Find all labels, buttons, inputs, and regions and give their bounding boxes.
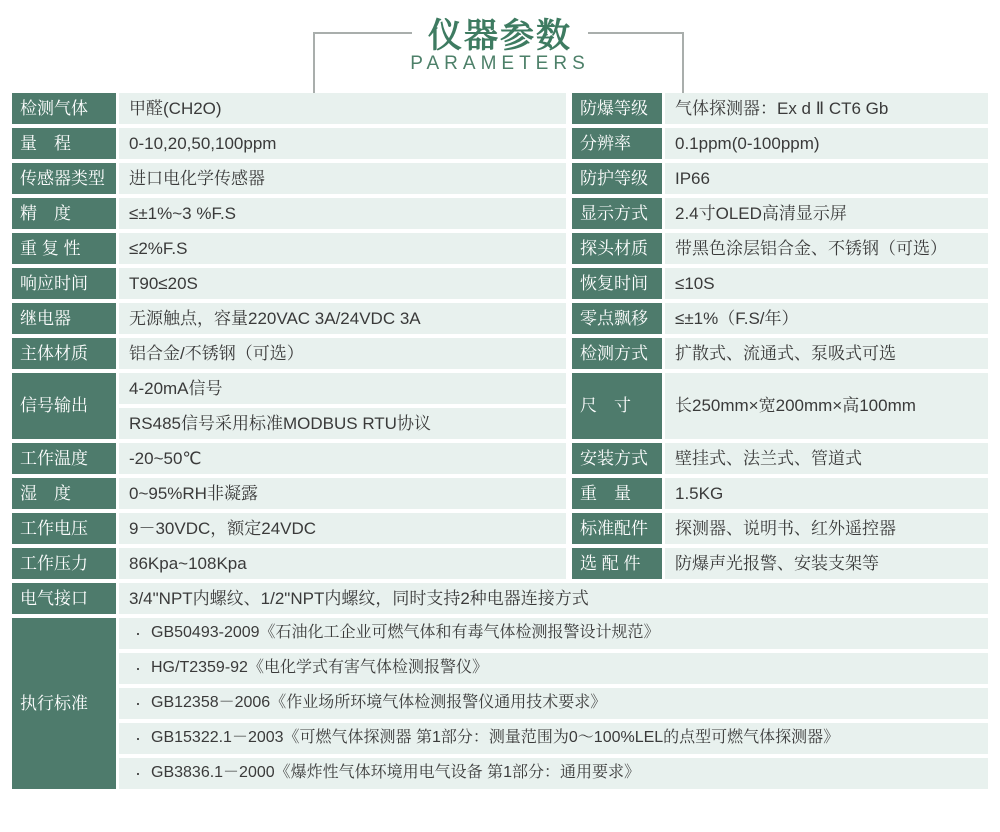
- spec-label: 工作温度: [12, 443, 116, 474]
- standards-item-text: GB12358－2006《作业场所环境气体检测报警仪通用技术要求》: [151, 694, 607, 712]
- spec-value: 0.1ppm(0-100ppm): [665, 128, 988, 159]
- spec-label: 检测方式: [572, 338, 662, 369]
- table-row: [12, 198, 988, 229]
- page-subtitle: PARAMETERS: [410, 53, 590, 74]
- table-row: [12, 548, 988, 579]
- spec-label: 探头材质: [572, 233, 662, 264]
- spec-value: 进口电化学传感器: [119, 163, 566, 194]
- title-bracket-right-line: [682, 32, 684, 93]
- table-row: [12, 163, 988, 194]
- spec-label: 分辨率: [572, 128, 662, 159]
- spec-value: ≤10S: [665, 268, 988, 299]
- spec-value: 扩散式、流通式、泵吸式可选: [665, 338, 988, 369]
- spec-label: 信号输出: [12, 373, 116, 439]
- spec-value: IP66: [665, 163, 988, 194]
- table-row: [12, 338, 988, 369]
- spec-label: 重 复 性: [12, 233, 116, 264]
- spec-label: 湿 度: [12, 478, 116, 509]
- standards-item: [119, 653, 988, 684]
- spec-value: 2.4寸OLED高清显示屏: [665, 198, 988, 229]
- standards-item-text: GB50493-2009《石油化工企业可燃气体和有毒气体检测报警设计规范》: [151, 624, 660, 642]
- spec-value: 无源触点，容量220VAC 3A/24VDC 3A: [119, 303, 566, 334]
- table-row: [12, 93, 988, 124]
- spec-value: 防爆声光报警、安装支架等: [665, 548, 988, 579]
- spec-label: 继电器: [12, 303, 116, 334]
- spec-label: 防护等级: [572, 163, 662, 194]
- bullet-icon: ·: [135, 763, 141, 784]
- spec-value: 探测器、说明书、红外遥控器: [665, 513, 988, 544]
- page-title: 仪器参数: [412, 8, 588, 57]
- spec-value: 带黑色涂层铝合金、不锈钢（可选）: [665, 233, 988, 264]
- spec-value: -20~50℃: [119, 443, 566, 474]
- standards-item-text: GB3836.1－2000《爆炸性气体环境用电气设备 第1部分：通用要求》: [151, 764, 640, 782]
- spec-value: 气体探测器：Ex d Ⅱ CT6 Gb: [665, 93, 988, 124]
- spec-value: 1.5KG: [665, 478, 988, 509]
- title-bracket-left-line: [313, 32, 315, 93]
- spec-value: RS485信号采用标准MODBUS RTU协议: [119, 408, 566, 439]
- spec-value: 甲醛(CH2O): [119, 93, 566, 124]
- spec-label: 主体材质: [12, 338, 116, 369]
- spec-value: 86Kpa~108Kpa: [119, 548, 566, 579]
- spec-label: 执行标准: [12, 618, 116, 789]
- spec-label: 电气接口: [12, 583, 116, 614]
- table-row-electrical-interface: [12, 583, 988, 614]
- spec-value: T90≤20S: [119, 268, 566, 299]
- spec-table: [12, 93, 988, 789]
- spec-label: 检测气体: [12, 93, 116, 124]
- table-row: [12, 303, 988, 334]
- spec-value: ≤±1%（F.S/年）: [665, 303, 988, 334]
- spec-label: 安装方式: [572, 443, 662, 474]
- spec-label: 尺 寸: [572, 373, 662, 439]
- spec-value: 铝合金/不锈钢（可选）: [119, 338, 566, 369]
- bullet-icon: ·: [135, 658, 141, 679]
- bullet-icon: ·: [135, 693, 141, 714]
- spec-label: 防爆等级: [572, 93, 662, 124]
- spec-label: 选 配 件: [572, 548, 662, 579]
- spec-label: 零点飘移: [572, 303, 662, 334]
- standards-item: [119, 618, 988, 649]
- bullet-icon: ·: [135, 728, 141, 749]
- spec-label: 标准配件: [572, 513, 662, 544]
- spec-label: 响应时间: [12, 268, 116, 299]
- spec-label: 工作压力: [12, 548, 116, 579]
- spec-value: 0-10,20,50,100ppm: [119, 128, 566, 159]
- table-row: [12, 268, 988, 299]
- spec-value: ≤2%F.S: [119, 233, 566, 264]
- spec-label: 显示方式: [572, 198, 662, 229]
- standards-item-text: GB15322.1－2003《可燃气体探测器 第1部分：测量范围为0～100%LEL的点型可燃气体探测器》: [151, 729, 840, 747]
- table-row: [12, 233, 988, 264]
- standards-item: [119, 723, 988, 754]
- table-row-standards: [12, 618, 988, 789]
- header: [0, 0, 1000, 93]
- table-row-signal-output: [12, 373, 988, 439]
- spec-label: 重 量: [572, 478, 662, 509]
- spec-label: 工作电压: [12, 513, 116, 544]
- spec-label: 量 程: [12, 128, 116, 159]
- spec-label: 传感器类型: [12, 163, 116, 194]
- standards-item: [119, 758, 988, 789]
- spec-value: 9－30VDC，额定24VDC: [119, 513, 566, 544]
- spec-value: ≤±1%~3 %F.S: [119, 198, 566, 229]
- spec-value: 4-20mA信号: [119, 373, 566, 404]
- table-row: [12, 443, 988, 474]
- bullet-icon: ·: [135, 623, 141, 644]
- standards-item: [119, 688, 988, 719]
- standards-item-text: HG/T2359-92《电化学式有害气体检测报警仪》: [151, 659, 488, 677]
- table-row: [12, 128, 988, 159]
- spec-value: 长250mm×宽200mm×高100mm: [665, 373, 988, 439]
- table-row: [12, 513, 988, 544]
- spec-label: 恢复时间: [572, 268, 662, 299]
- standards-list: [119, 618, 988, 789]
- spec-value: 壁挂式、法兰式、管道式: [665, 443, 988, 474]
- table-row: [12, 478, 988, 509]
- spec-value: 0~95%RH非凝露: [119, 478, 566, 509]
- signal-output-values: [119, 373, 566, 439]
- spec-value: 3/4"NPT内螺纹、1/2"NPT内螺纹，同时支持2种电器连接方式: [119, 583, 988, 614]
- spec-label: 精 度: [12, 198, 116, 229]
